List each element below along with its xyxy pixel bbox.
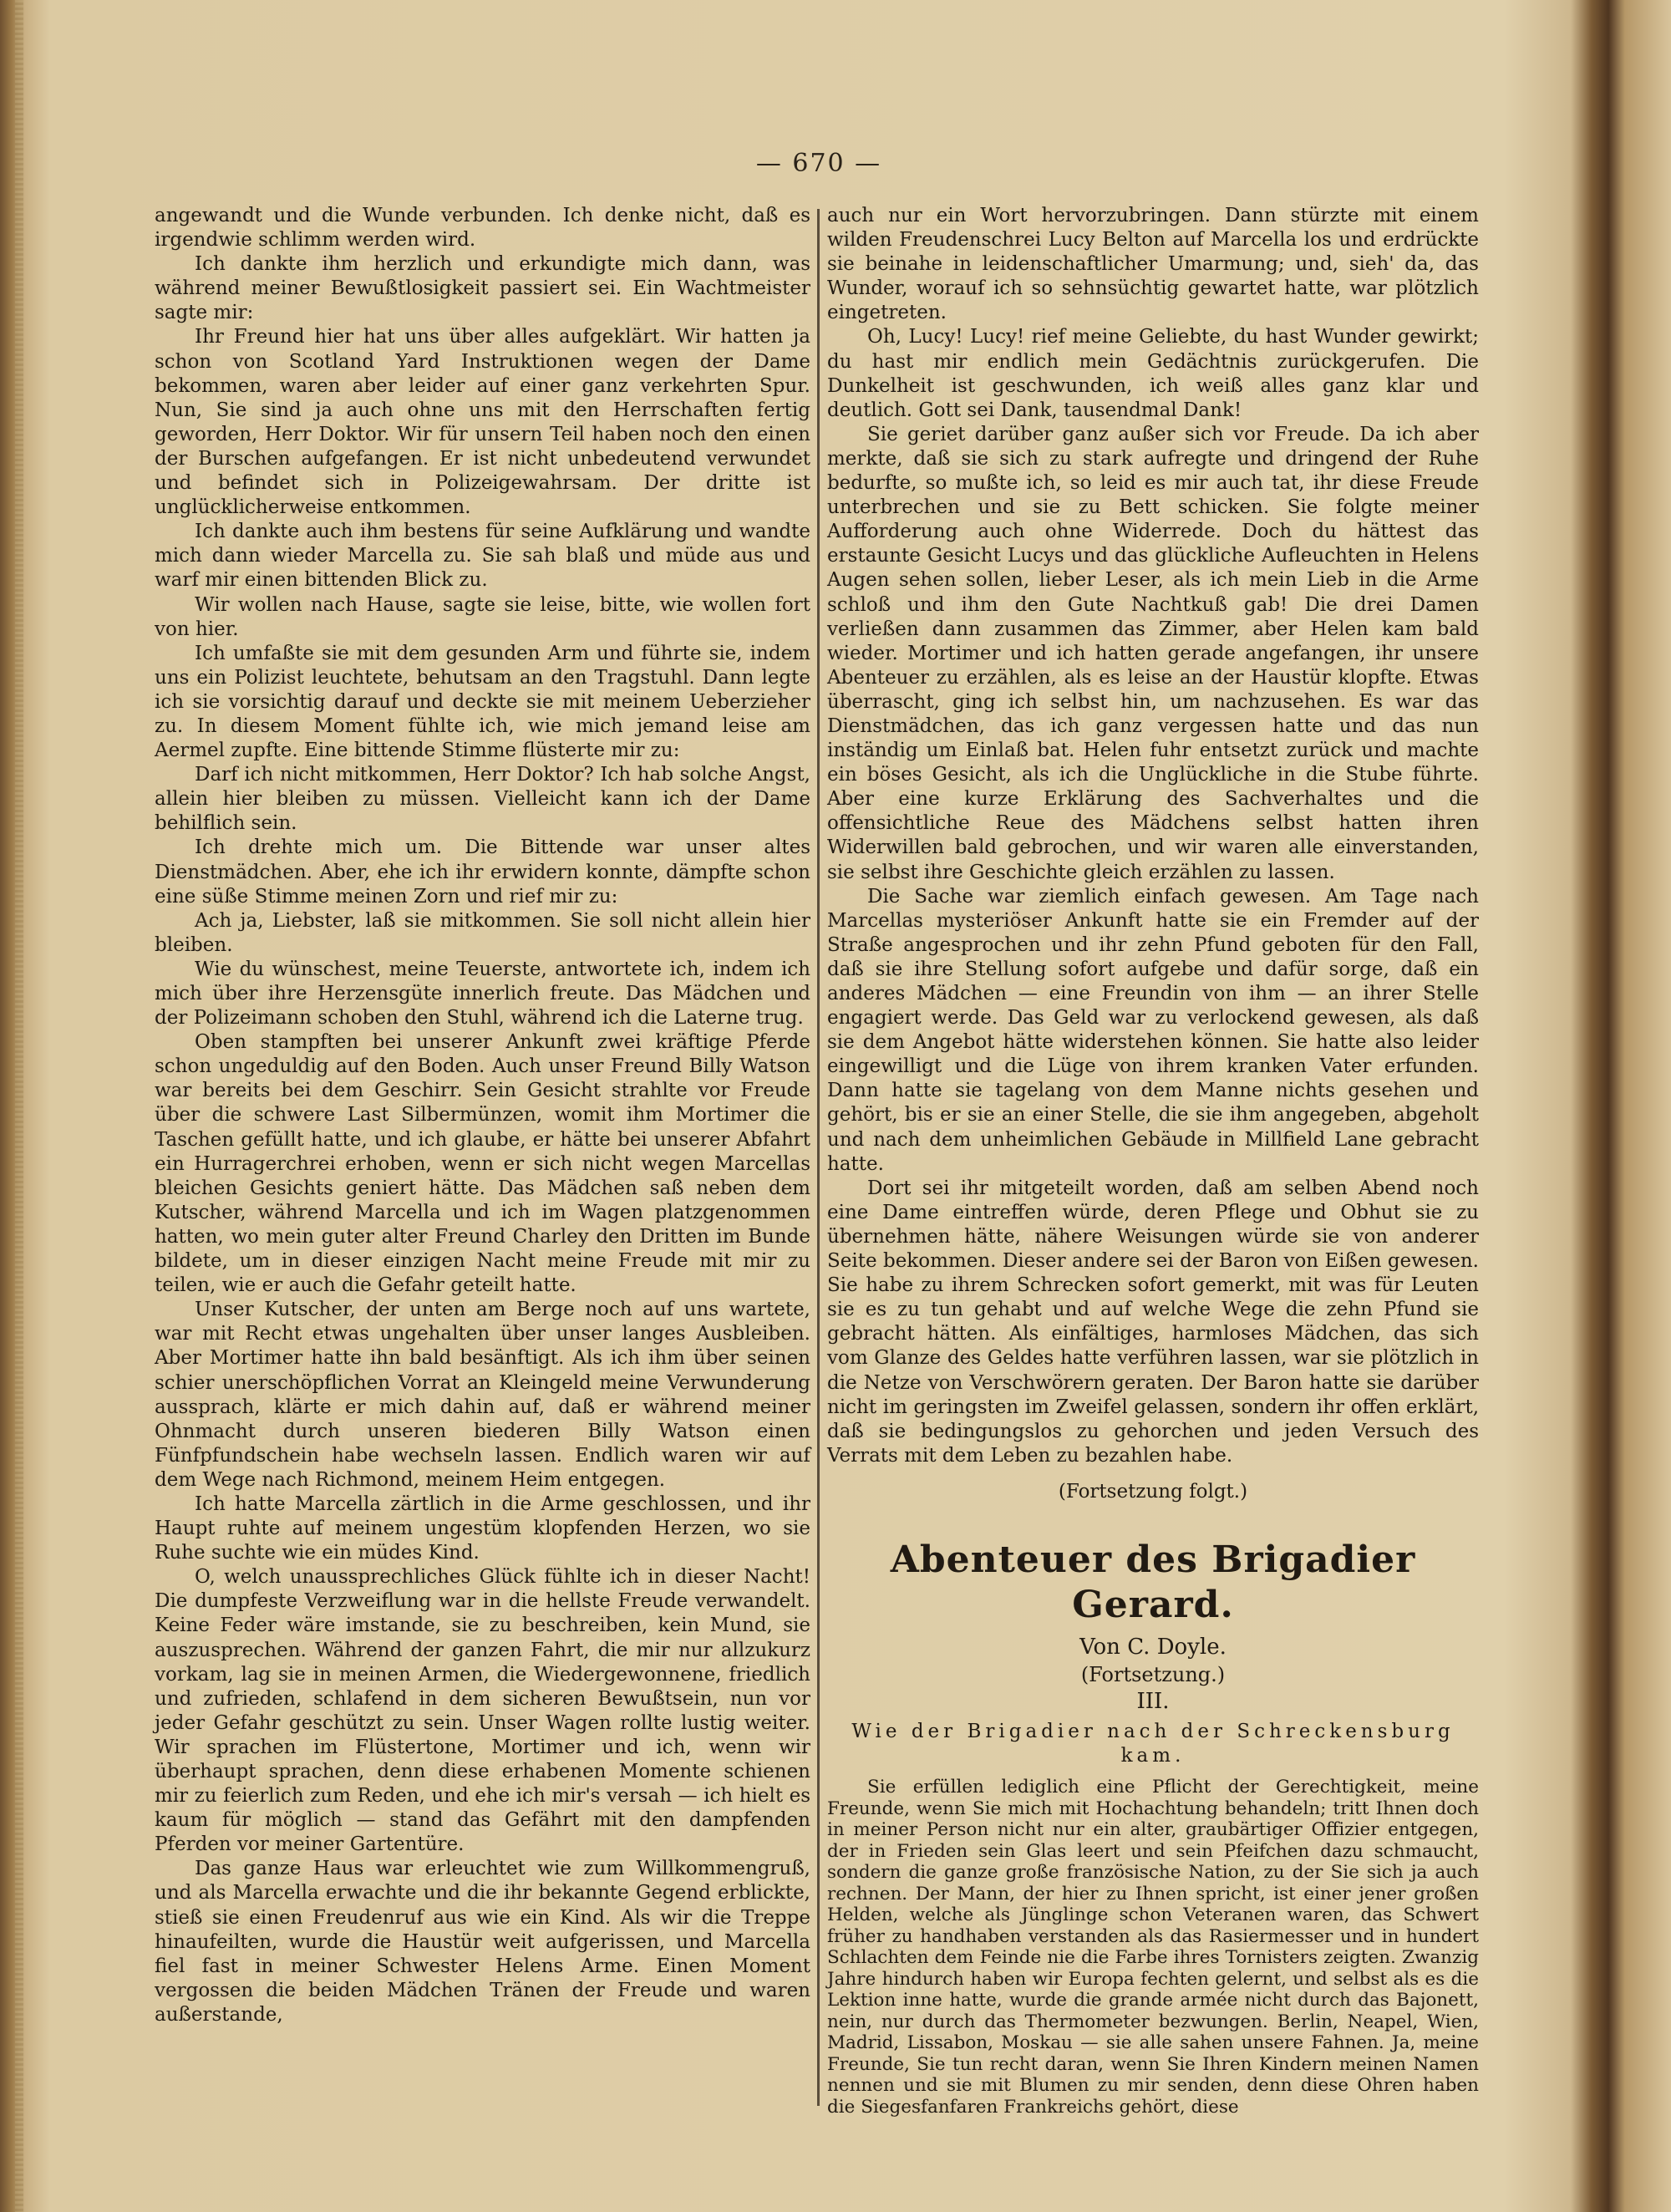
paragraph: Ich drehte mich um. Die Bittende war unser altes Dienstmädchen. Aber, ehe ich ihr erwidern konnte, dämpfte schon eine süße Stimme meinen Zorn und rief mir zu: <box>155 836 810 908</box>
paragraph: Sie geriet darüber ganz außer sich vor Freude. Da ich aber merkte, daß sie sich zu stark aufregte und dringend der Ruhe bedurfte, so mußte ich, so leid es mir auch tat, ihr diese Freude unterbrechen und sie zu Bett schicken. Sie folgte meiner Aufforderung auch ohne Widerrede. Doch du hättest das erstaunte Gesicht Lucys und das glückliche Aufleuchten in Helens Augen sehen sollen, lieber Leser, als ich mein Lieb in die Arme schloß und ihm den Gute Nachtkuß gab! Die drei Damen verließen dann zusammen das Zimmer, aber Helen kam bald wieder. Mortimer und ich hatten gerade angefangen, ihr unsere Abenteuer zu erzählen, als es leise an der Haustür klopfte. Etwas überrascht, ging ich selbst hin, um nachzusehen. Es war das Dienstmädchen, das ich ganz vergessen hatte und das nun inständig um Einlaß bat. Helen fuhr entsetzt zurück und machte ein böses Gesicht, als ich die Unglückliche in die Stube führte. Aber eine kurze Erklärung des Sachverhaltes und die offensichtliche Reue des Mädchens selbst hatten ihren Widerwillen bald gebrochen, und wir waren alle einverstanden, sie selbst ihre Geschichte gleich erzählen zu lassen. <box>827 423 1479 883</box>
story-header <box>827 1538 1479 1768</box>
paragraph: Unser Kutscher, der unten am Berge noch auf uns wartete, war mit Recht etwas ungehalten über unser langes Ausbleiben. Aber Mortimer hatte ihn bald besänftigt. Als ich ihm über seinen schier unerschöpflichen Vorrat an Kleingeld meine Verwunderung aussprach, klärte er mich dahin auf, daß er während meiner Ohnmacht durch unseren biederen Billy Watson einen Fünfpfundschein habe wechseln lassen. Endlich waren wir auf dem Wege nach Richmond, meinem Heim entgegen. <box>155 1299 810 1491</box>
paragraph: Sie erfüllen lediglich eine Pflicht der Gerechtigkeit, meine Freunde, wenn Sie mich mit Hochachtung behandeln; tritt Ihnen doch in meiner Person nicht nur ein alter, graubärtiger Offizier entgegen, der in Frieden sein Glas leert und sein Pfeifchen dazu schmaucht, sondern die ganze große französische Nation, zu der Sie sich ja auch rechnen. Der Mann, der hier zu Ihnen spricht, ist einer jener großen Helden, welche als Jünglinge schon Veteranen waren, das Schwert früher zu handhaben verstanden als das Rasiermesser und in hundert Schlachten dem Feinde nie die Farbe ihres Tornisters zeigten. Zwanzig Jahre hindurch haben wir Europa fechten gelernt, und selbst als es die Lektion inne hatte, wurde die grande armée nicht durch das Bajonett, nein, nur durch das Thermometer bezwungen. Berlin, Neapel, Wien, Madrid, Lissabon, Moskau — sie alle sahen unsere Fahnen. Ja, meine Freunde, Sie tun recht daran, wenn Sie Ihren Kindern meinen Namen nennen und sie mit Blumen zu mir senden, denn diese Ohren haben die Siegesfanfaren Frankreichs gehört, diese <box>827 1777 1479 2118</box>
paragraph: Oh, Lucy! Lucy! rief meine Geliebte, du hast Wunder gewirkt; du hast mir endlich mein Gedächtnis zurückgerufen. Die Dunkelheit ist geschwunden, ich weiß alles ganz klar und deutlich. Gott sei Dank, tausendmal Dank! <box>827 326 1479 421</box>
paragraph: Ich dankte auch ihm bestens für seine Aufklärung und wandte mich dann wieder Marcella zu. Sie sah blaß und müde aus und warf mir einen bittenden Blick zu. <box>155 521 810 592</box>
chapter-number: III. <box>1136 1688 1170 1714</box>
paragraph: auch nur ein Wort hervorzubringen. Dann stürzte mit einem wilden Freudenschrei Lucy Belton auf Marcella los und erdrückte sie beinahe in leidenschaftlicher Umarmung; und, sieh' da, das Wunder, worauf ich so sehnsüchtig gewartet hatte, war plötzlich eingetreten. <box>827 205 1479 324</box>
paragraph: Wie du wünschest, meine Teuerste, antwortete ich, indem ich mich über ihre Herzensgüte innerlich freute. Das Mädchen und der Polizeimann schoben den Stuhl, während ich die Laterne trug. <box>155 958 810 1030</box>
column-divider <box>817 209 820 2106</box>
story-title: Abenteuer des Brigadier Gerard. <box>890 1538 1416 1626</box>
paragraph: Ich umfaßte sie mit dem gesunden Arm und führte sie, indem uns ein Polizist leuchtete, behutsam an den Tragstuhl. Dann legte ich sie vorsichtig darauf und deckte sie mit meinem Ueberzieher zu. In diesem Moment fühlte ich, wie mich jemand leise am Aermel zupfte. Eine bittende Stimme flüsterte mir zu: <box>155 642 810 762</box>
paragraph: O, welch unaussprechliches Glück fühlte ich in dieser Nacht! Die dumpfeste Verzweiflung war in die hellste Freude verwandelt. Keine Feder wäre imstande, sie zu beschreiben, kein Mund, sie auszusprechen. Während der ganzen Fahrt, die mir nur allzukurz vorkam, lag sie in meinen Armen, die Wiedergewonnene, friedlich und zufrieden, schlafend in dem sicheren Bewußtsein, nun vor jeder Gefahr geschützt zu sein. Unser Wagen rollte lustig weiter. Wir sprachen im Flüstertone, Mortimer und ich, wenn wir überhaupt sprachen, denn diese erhabenen Momente schienen mir zu feierlich zum Reden, und ehe ich mir's versah — ich hielt es kaum für möglich — stand das Gefährt mit den dampfenden Pferden vor meiner Gartentüre. <box>155 1566 810 1856</box>
paragraph: angewandt und die Wunde verbunden. Ich denke nicht, daß es irgendwie schlimm werden wird. <box>155 205 810 252</box>
continued-notice: (Fortsetzung folgt.) <box>1058 1480 1248 1503</box>
paragraph: Das ganze Haus war erleuchtet wie zum Willkommengruß, und als Marcella erwachte und die ihr bekannte Gegend erblickte, stieß sie einen Freudenruf aus wie ein Kind. Als wir die Treppe hinaufeilten, wurde die Haustür weit aufgerissen, und Marcella fiel fast in meiner Schwester Helens Arme. Einen Moment vergossen die beiden Mädchen Tränen der Freude und waren außerstande, <box>155 1858 810 2026</box>
left-column <box>155 204 810 2027</box>
story-author: Von C. Doyle. <box>1079 1634 1227 1660</box>
chapter-title: Wie der Brigadier nach der Schreckensburg kam. <box>851 1720 1455 1767</box>
paragraph: Dort sei ihr mitgeteilt worden, daß am selben Abend noch eine Dame eintreffen würde, deren Pflege und Obhut sie zu übernehmen hätte, nähere Weisungen würde sie von anderer Seite bekommen. Dieser andere sei der Baron von Eißen gewesen. Sie habe zu ihrem Schrecken sofort gemerkt, mit was für Leuten sie es zu tun gehabt und auf welche Wege die zehn Pfund sie gebracht hätten. Als einfältiges, harmloses Mädchen, das sich vom Glanze des Geldes hatte verführen lassen, war sie plötzlich in die Netze von Verschwörern geraten. Der Baron hatte sie darüber nicht im geringsten im Zweifel gelassen, sondern ihr offen erklärt, daß sie bedingungslos zu gehorchen und jeden Versuch des Verrats mit dem Leben zu bezahlen habe. <box>827 1177 1479 1467</box>
page-binding-edge <box>15 0 23 2212</box>
paragraph: Ich hatte Marcella zärtlich in die Arme geschlossen, und ihr Haupt ruhte auf meinem ungestüm klopfenden Herzen, wo sie Ruhe suchte wie ein müdes Kind. <box>155 1492 810 1564</box>
paragraph: Die Sache war ziemlich einfach gewesen. Am Tage nach Marcellas mysteriöser Ankunft hatte sie ein Fremder auf der Straße angesprochen und ihr zehn Pfund geboten für den Fall, daß sie ihre Stellung sofort aufgebe und dafür sorge, daß ein anderes Mädchen — eine Freundin von ihm — an ihrer Stelle engagiert werde. Das Geld war zu verlockend gewesen, als daß sie dem Angebot hätte widerstehen können. Sie hatte also leider eingewilligt und die Lüge von ihrem kranken Vater erfunden. Dann hatte sie tagelang von dem Manne nichts gesehen und gehört, bis er sie an einer Stelle, die sie ihm angegeben, abgeholt und nach dem unheimlichen Gebäude in Millfield Lane gebracht hatte. <box>827 885 1479 1175</box>
paragraph: Ich dankte ihm herzlich und erkundigte mich dann, was während meiner Bewußtlosigkeit passiert sei. Ein Wachtmeister sagte mir: <box>155 253 810 324</box>
paragraph: Ach ja, Liebster, laß sie mitkommen. Sie soll nicht allein hier bleiben. <box>155 909 810 956</box>
paragraph: Ihr Freund hier hat uns über alles aufgeklärt. Wir hatten ja schon von Scotland Yard Instruktionen wegen der Dame bekommen, waren aber leider auf einer ganz verkehrten Spur. Nun, Sie sind ja auch ohne uns mit den Herrschaften fertig geworden, Herr Doktor. Wir für unsern Teil haben noch den einen der Burschen aufgefangen. Er ist nicht unbedeutend verwundet und befindet sich in Polizeigewahrsam. Der dritte ist unglücklicherweise entkommen. <box>155 326 810 519</box>
right-column <box>827 204 1479 2118</box>
story-subtitle: (Fortsetzung.) <box>1080 1662 1226 1686</box>
paragraph: Darf ich nicht mitkommen, Herr Doktor? Ich hab solche Angst, allein hier bleiben zu müssen. Vielleicht kann ich der Dame behilflich sein. <box>155 764 810 835</box>
paragraph: Wir wollen nach Hause, sagte sie leise, bitte, wie wollen fort von hier. <box>155 593 810 640</box>
paragraph: Oben stampften bei unserer Ankunft zwei kräftige Pferde schon ungeduldig auf den Boden. Auch unser Freund Billy Watson war bereits bei dem Geschirr. Sein Gesicht strahlte vor Freude über die schwere Last Silbermünzen, womit ihm Mortimer die Taschen gefüllt hatte, und ich glaube, er hätte bei unserer Abfahrt ein Hurragerchrei erhoben, wenn er sich nicht wegen Marcellas bleichen Gesichts geniert hätte. Das Mädchen saß neben dem Kutscher, während Marcella und ich im Wagen platzgenommen hatten, wo mein guter alter Freund Charley den Dritten im Bunde bildete, um in dieser einzigen Nacht meine Freude mit mir zu teilen, wie er auch die Gefahr geteilt hatte. <box>155 1031 810 1297</box>
page-number: — 670 — <box>755 149 882 178</box>
